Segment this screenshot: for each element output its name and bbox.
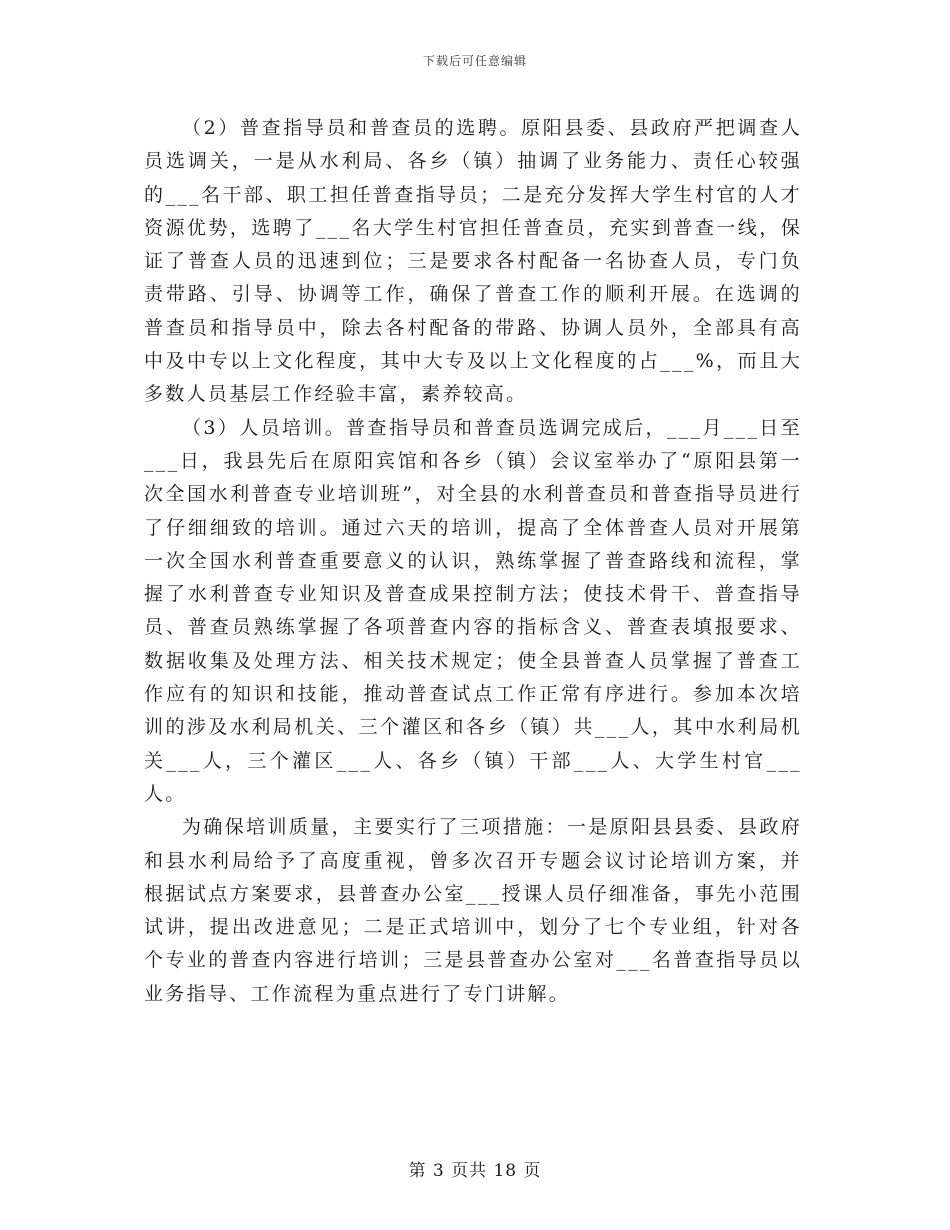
page-number-footer: 第 3 页共 18 页 [408, 1161, 542, 1181]
page-header: 下载后可任意编辑 [422, 54, 527, 68]
paragraph-personnel-selection: （2）普查指导员和普查员的选聘。原阳县委、县政府严把调查人员选调关，一是从水利局、各乡（镇）抽调了业务能力、责任心较强的___名干部、职工担任普查指导员；二是充分发挥大学生村官的人才资源优势，选聘了___名大学生村官担任普查员，充实到普查一线，保证了普查人员的迅速到位；三是要求各村配备一名协查人员，专门负责带路、引导、协调等工作，确保了普查工作的顺利开展。在选调的普查员和指导员中，除去各村配备的带路、协调人员外，全部具有高中及中专以上文化程度，其中大专及以上文化程度的占___%，而且大多数人员基层工作经验丰富，素养较高。 [144, 117, 802, 406]
paragraph-training-measures: 为确保培训质量，主要实行了三项措施：一是原阳县县委、县政府和县水利局给予了高度重视，曾多次召开专题会议讨论培训方案，并根据试点方案要求，县普查办公室___授课人员仔细准备，事先小范围试讲，提出改进意见；二是正式培训中，划分了七个专业组，针对各个专业的普查内容进行培训；三是县普查办公室对___名普查指导员以业务指导、工作流程为重点进行了专门讲解。 [144, 816, 802, 1005]
paragraph-personnel-training: （3）人员培训。普查指导员和普查员选调完成后，___月___日至___日，我县先后在原阳宾馆和各乡（镇）会议室举办了“原阳县第一次全国水利普查专业培训班”，对全县的水利普查员和普查指导员进行了仔细细致的培训。通过六天的培训，提高了全体普查人员对开展第一次全国水利普查重要意义的认识，熟练掌握了普查路线和流程，掌握了水利普查专业知识及普查成果控制方法；使技术骨干、普查指导员、普查员熟练掌握了各项普查内容的指标含义、普查表填报要求、数据收集及处理方法、相关技术规定；使全县普查人员掌握了普查工作应有的知识和技能，推动普查试点工作正常有序进行。参加本次培训的涉及水利局机关、三个灌区和各乡（镇）共___人，其中水利局机关___人，三个灌区___人、各乡（镇）干部___人、大学生村官___人。 [144, 416, 802, 805]
document-body [144, 112, 802, 1011]
